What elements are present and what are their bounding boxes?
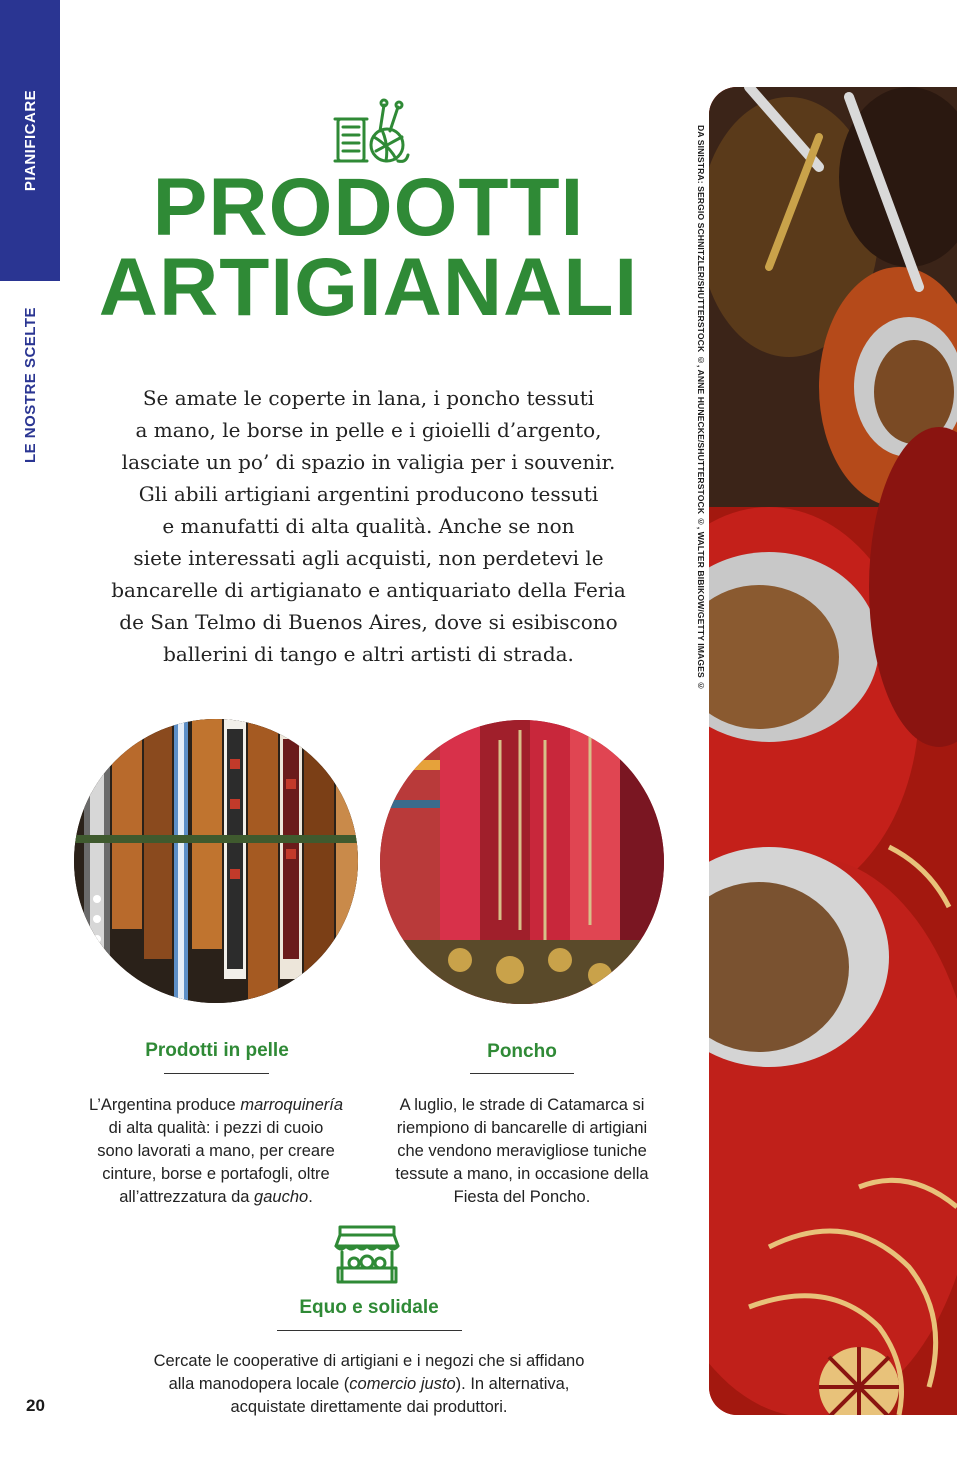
- card-text-poncho: [372, 1094, 672, 1209]
- card-text-line: tessute a mano, in occasione della: [395, 1165, 649, 1183]
- section-tab-label: PIANIFICARE: [21, 89, 39, 192]
- card-text-emphasis: marroquinería: [240, 1096, 344, 1114]
- card-text-line: che vendono meravigliose tuniche: [397, 1142, 647, 1160]
- card-text-line: di alta qualità: i pezzi di cuoio: [108, 1119, 324, 1137]
- card-rule: [277, 1330, 462, 1331]
- intro-line: Se amate le coperte in lana, i poncho tessuti: [142, 386, 595, 410]
- title-line-1: PRODOTTI: [152, 162, 585, 253]
- card-text-line: riempiono di bancarelle di artigiani: [396, 1119, 648, 1137]
- card-text-line: all’attrezzatura da: [119, 1188, 255, 1206]
- fair-trade-title: Equo e solidale: [299, 1297, 439, 1318]
- intro-line: a mano, le borse in pelle e i gioielli d’argento,: [135, 418, 602, 442]
- market-stall-icon: [334, 1224, 400, 1286]
- chapter-label: LE NOSTRE SCELTE: [21, 306, 39, 464]
- card-title-poncho: Poncho: [487, 1041, 557, 1062]
- fair-trade-line: ). In alternativa,: [455, 1375, 570, 1393]
- fair-trade-line: alla manodopera locale (: [168, 1375, 350, 1393]
- intro-line: siete interessati agli acquisti, non perdetevi le: [133, 546, 604, 570]
- card-title-leather: Prodotti in pelle: [145, 1040, 289, 1061]
- fair-trade-line: acquistate direttamente dai produttori.: [230, 1398, 508, 1416]
- card-text-line: A luglio, le strade di Catamarca si: [399, 1096, 645, 1114]
- intro-line: ballerini di tango e altri artisti di strada.: [163, 642, 574, 666]
- fair-trade-emphasis: comercio justo: [349, 1375, 456, 1393]
- card-text-line: L’Argentina produce: [88, 1096, 241, 1114]
- intro-line: Gli abili artigiani argentini producono tessuti: [138, 482, 599, 506]
- photo-credit: DA SINISTRA: SERGIO SCHNITZLER/SHUTTERSTOCK ©, ANNE HUNECKE/SHUTTERSTOCK ©, WALTER BIBIKOW/GETTY IMAGES ©: [696, 125, 706, 691]
- mate-gourds-photo: [709, 87, 957, 1415]
- page-title: [60, 162, 677, 333]
- poncho-photo: [380, 720, 664, 1004]
- title-line-2: ARTIGIANALI: [98, 242, 639, 333]
- intro-line: de San Telmo di Buenos Aires, dove si esibiscono: [119, 610, 618, 634]
- card-text-line: .: [308, 1188, 313, 1206]
- card-text-leather: [66, 1094, 366, 1209]
- card-rule: [470, 1073, 574, 1074]
- card-text-line: sono lavorati a mano, per creare: [97, 1142, 335, 1160]
- card-rule: [164, 1073, 269, 1074]
- page-number: 20: [26, 1396, 45, 1415]
- fair-trade-line: Cercate le cooperative di artigiani e i negozi che si affidano: [153, 1352, 585, 1370]
- card-text-line: Fiesta del Poncho.: [453, 1188, 591, 1206]
- yarn-and-thread-icon: [332, 95, 410, 167]
- intro-paragraph: [66, 382, 671, 670]
- card-text-emphasis: gaucho: [254, 1188, 309, 1206]
- intro-line: lasciate un po’ di spazio in valigia per i souvenir.: [121, 450, 616, 474]
- section-tab: [0, 0, 60, 281]
- fair-trade-text: [110, 1350, 628, 1419]
- intro-line: bancarelle di artigianato e antiquariato della Feria: [111, 578, 626, 602]
- card-text-line: cinture, borse e portafogli, oltre: [102, 1165, 330, 1183]
- leather-goods-photo: [74, 719, 358, 1003]
- intro-line: e manufatti di alta qualità. Anche se non: [162, 514, 575, 538]
